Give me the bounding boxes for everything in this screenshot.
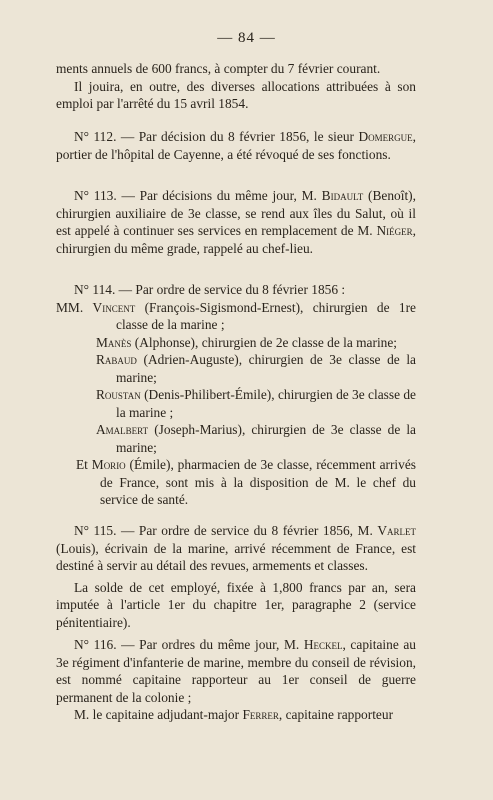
- text-line: [56, 706, 416, 724]
- text-run: , capitaine rapporteur: [278, 707, 394, 722]
- paragraph-113: [56, 187, 416, 257]
- paragraph-116: [56, 636, 416, 724]
- text-run: N° 113. — Par décisions du même jour, M.: [74, 188, 322, 203]
- person-name: Morio: [91, 457, 126, 472]
- list-item: [56, 299, 416, 334]
- list-item: [56, 351, 416, 386]
- text-run: (François-Sigismond-Ernest), chirurgien de 1re classe de la marine ;: [116, 299, 416, 332]
- text-run: , portier de l'hôpital de Cayenne, a été révoqué de ses fonctions.: [56, 129, 416, 162]
- person-name: Roustan: [96, 387, 141, 402]
- text-line: La solde de cet employé, fixée à 1,800 francs par an, sera imputée à l'article 1er du chapitre 1er, paragraphe 2 (service pénitentiaire).: [56, 579, 416, 630]
- person-name: Vincent: [92, 299, 136, 315]
- text-run: (Adrien-Auguste), chirurgien de 3e classe de la marine;: [116, 352, 416, 385]
- text-run: N° 112. — Par décision du 8 février 1856, le sieur: [74, 129, 359, 144]
- text-line: [56, 187, 416, 257]
- paragraph-continuation: [56, 60, 416, 113]
- person-name: Niéger: [376, 223, 413, 238]
- person-name: Manès: [96, 334, 132, 350]
- text-run: N° 115. — Par ordre de service du 8 février 1856, M.: [74, 523, 378, 538]
- text-line: ments annuels de 600 francs, à compter du 7 février courant.: [56, 61, 381, 76]
- text-run: (Denis-Philibert-Émile), chirurgien de 3e classe de la marine ;: [116, 387, 417, 420]
- text-run: MM.: [56, 299, 93, 315]
- person-name: Bidault: [321, 188, 364, 203]
- person-name: Heckel: [303, 637, 343, 652]
- text-run: , capitaine au 3e régiment d'infanterie de marine, membre du conseil de révision, est nommé capitaine rapporteur au 1er conseil de guerre permanent de la colonie ;: [56, 637, 416, 705]
- person-name: Domergue: [358, 129, 413, 144]
- text-run: (Benoît), chirurgien auxiliaire de 3e classe, se rend aux îles du Salut, où il est appelé à continuer ses services en remplacement de M.: [56, 188, 416, 238]
- person-name: Rabaud: [96, 352, 137, 367]
- text-run: (Joseph-Marius), chirurgien de 3e classe de la marine;: [116, 422, 416, 455]
- list-item: [56, 386, 416, 421]
- text-run: (Louis), écrivain de la marine, arrivé récemment de France, est destiné à servir au détail des revues, armements et classes.: [56, 540, 416, 573]
- list-item: [56, 456, 416, 509]
- person-name: Ferrer: [242, 707, 279, 722]
- paragraph-114: [56, 281, 416, 509]
- person-name: Amalbert: [96, 422, 149, 437]
- text-run: N° 116. — Par ordres du même jour, M.: [74, 637, 304, 652]
- list-item: [56, 421, 416, 456]
- text-line: [56, 522, 416, 575]
- text-run: , chirurgien du même grade, rappelé au chef-lieu.: [56, 223, 416, 256]
- paragraph-112: [56, 128, 416, 163]
- person-name: Varlet: [377, 523, 416, 538]
- text-run: Et: [76, 457, 92, 472]
- page-number: — 84 —: [217, 30, 276, 46]
- text-line: N° 114. — Par ordre de service du 8 février 1856 :: [74, 282, 346, 297]
- text-line: [56, 636, 416, 706]
- text-line: Il jouira, en outre, des diverses allocations attribuées à son emploi par l'arrêté du 15 avril 1854.: [56, 78, 416, 111]
- text-run: (Alphonse), chirurgien de 2e classe de la marine;: [131, 334, 398, 350]
- text-run: M. le capitaine adjudant-major: [74, 707, 243, 722]
- list-item: [56, 334, 416, 352]
- paragraph-115: [56, 522, 416, 631]
- text-run: (Émile), pharmacien de 3e classe, récemment arrivés de France, sont mis à la disposition de M. le chef du service de santé.: [100, 457, 416, 507]
- text-line: [56, 128, 416, 163]
